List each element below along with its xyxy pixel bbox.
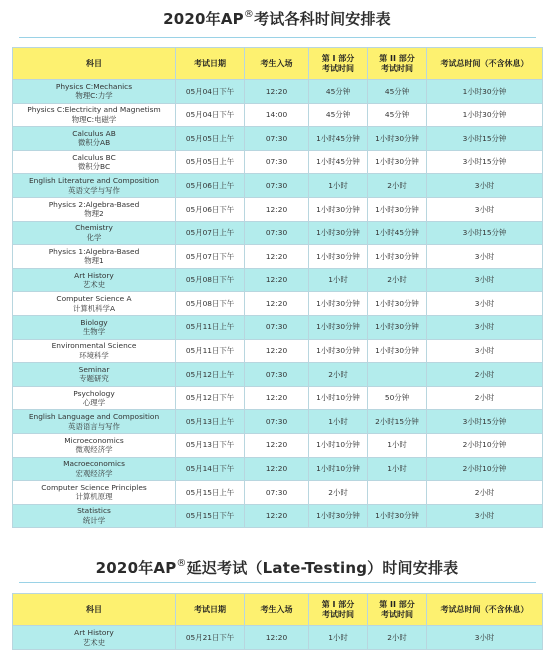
exam-date-cell: 05月12日上午 — [176, 363, 245, 387]
exam-date-cell: 05月04日下午 — [176, 80, 245, 104]
column-header — [368, 48, 427, 80]
subject-cell — [13, 339, 176, 363]
total-duration-cell: 2小时 — [427, 481, 543, 505]
subject-chinese: 微观经济学 — [75, 445, 113, 455]
exam-date-cell: 05月11日下午 — [176, 339, 245, 363]
part1-duration-cell: 1小时10分钟 — [309, 457, 368, 481]
header-line: 考生入场 — [260, 604, 293, 614]
part2-duration-cell: 1小时30分钟 — [368, 197, 427, 221]
subject-cell — [13, 268, 176, 292]
check-in-time-cell: 07:30 — [245, 127, 309, 151]
main-title — [0, 8, 554, 29]
subject-english: Environmental Science — [51, 341, 137, 351]
exam-date-cell: 05月06日下午 — [176, 197, 245, 221]
subject-chinese: 微积分AB — [77, 138, 111, 148]
subject-cell — [13, 174, 176, 198]
subject-cell — [13, 410, 176, 434]
subject-cell — [13, 245, 176, 269]
subject-english: Chemistry — [75, 223, 113, 233]
header-line: 考试时间 — [322, 63, 354, 73]
part1-duration-cell: 1小时 — [309, 626, 368, 650]
total-duration-cell: 3小时 — [427, 268, 543, 292]
column-header — [176, 594, 245, 626]
registered-mark: ® — [243, 9, 255, 20]
total-duration-cell: 3小时 — [427, 339, 543, 363]
exam-date-cell: 05月08日下午 — [176, 292, 245, 316]
subject-english: English Literature and Composition — [29, 176, 159, 186]
part1-duration-cell: 1小时 — [309, 410, 368, 434]
table-row — [13, 433, 543, 457]
part2-duration-cell: 1小时30分钟 — [368, 339, 427, 363]
part1-duration-cell: 1小时 — [309, 268, 368, 292]
total-duration-cell: 1小时30分钟 — [427, 103, 543, 127]
subject-english: Calculus AB — [72, 128, 116, 138]
exam-date-cell: 05月14日下午 — [176, 457, 245, 481]
subject-cell — [13, 80, 176, 104]
subject-chinese: 环境科学 — [79, 350, 109, 360]
late-testing-table — [12, 593, 543, 650]
subject-cell — [13, 221, 176, 245]
column-header — [13, 48, 176, 80]
total-duration-cell: 3小时 — [427, 626, 543, 650]
part1-duration-cell: 1小时30分钟 — [309, 339, 368, 363]
subject-chinese: 宏观经济学 — [75, 468, 113, 478]
total-duration-cell: 1小时30分钟 — [427, 80, 543, 104]
check-in-time-cell: 12:20 — [245, 386, 309, 410]
check-in-time-cell: 12:20 — [245, 197, 309, 221]
subject-english: Statistics — [77, 506, 111, 516]
check-in-time-cell: 07:30 — [245, 315, 309, 339]
subject-chinese: 心理学 — [82, 398, 106, 408]
part1-duration-cell: 1小时30分钟 — [309, 315, 368, 339]
subject-english: Seminar — [78, 364, 110, 374]
check-in-time-cell: 12:20 — [245, 268, 309, 292]
subject-cell — [13, 433, 176, 457]
subject-english: Computer Science Principles — [41, 482, 147, 492]
part1-duration-cell: 1小时30分钟 — [309, 197, 368, 221]
part2-duration-cell: 1小时30分钟 — [368, 504, 427, 528]
total-duration-cell: 3小时 — [427, 292, 543, 316]
part2-duration-cell — [368, 481, 427, 505]
subject-chinese: 艺术史 — [82, 280, 106, 290]
check-in-time-cell: 07:30 — [245, 363, 309, 387]
subject-cell — [13, 197, 176, 221]
subject-chinese: 物理C:电磁学 — [71, 114, 117, 124]
subject-english: Physics 1:Algebra-Based — [48, 246, 140, 256]
exam-date-cell: 05月21日下午 — [176, 626, 245, 650]
part2-duration-cell: 1小时 — [368, 433, 427, 457]
check-in-time-cell: 12:20 — [245, 626, 309, 650]
subject-english: English Language and Composition — [28, 412, 160, 422]
exam-date-cell: 05月05日上午 — [176, 127, 245, 151]
header-line: 第 I 部分 — [321, 53, 355, 63]
table-row — [13, 481, 543, 505]
check-in-time-cell: 12:20 — [245, 245, 309, 269]
column-header — [309, 48, 368, 80]
subject-cell — [13, 292, 176, 316]
late-testing-title — [0, 557, 554, 578]
subject-english: Computer Science A — [56, 294, 132, 304]
subject-cell — [13, 504, 176, 528]
exam-date-cell: 05月08日下午 — [176, 268, 245, 292]
check-in-time-cell: 07:30 — [245, 481, 309, 505]
subject-english: Macroeconomics — [63, 459, 125, 469]
total-duration-cell: 3小时 — [427, 315, 543, 339]
part1-duration-cell: 45分钟 — [309, 103, 368, 127]
part1-duration-cell: 1小时45分钟 — [309, 127, 368, 151]
exam-date-cell: 05月15日上午 — [176, 481, 245, 505]
part1-duration-cell: 2小时 — [309, 481, 368, 505]
subject-cell — [13, 127, 176, 151]
column-header — [309, 594, 368, 626]
total-duration-cell: 2小时10分钟 — [427, 433, 543, 457]
total-duration-cell: 3小时15分钟 — [427, 127, 543, 151]
table-row — [13, 386, 543, 410]
part2-duration-cell: 1小时30分钟 — [368, 292, 427, 316]
main-title-suffix: 考试各科时间安排表 — [254, 10, 391, 28]
table-row — [13, 103, 543, 127]
check-in-time-cell: 12:20 — [245, 292, 309, 316]
late-title-divider — [19, 582, 536, 583]
table-row — [13, 127, 543, 151]
table-row — [13, 221, 543, 245]
subject-chinese: 英语语言与写作 — [68, 421, 120, 431]
subject-english: Psychology — [73, 388, 115, 398]
total-duration-cell: 2小时10分钟 — [427, 457, 543, 481]
table-row — [13, 292, 543, 316]
table-row — [13, 339, 543, 363]
total-duration-cell: 3小时15分钟 — [427, 410, 543, 434]
table-row — [13, 504, 543, 528]
subject-cell — [13, 363, 176, 387]
schedule-table — [12, 47, 543, 528]
total-duration-cell: 3小时 — [427, 197, 543, 221]
header-line: 考试时间 — [322, 609, 354, 619]
subject-cell — [13, 150, 176, 174]
late-title-suffix: 延迟考试（Late-Testing）时间安排表 — [186, 559, 459, 577]
subject-english: Physics C:Mechanics — [55, 81, 133, 91]
title-divider — [19, 37, 536, 38]
part2-duration-cell: 45分钟 — [368, 103, 427, 127]
total-duration-cell: 3小时 — [427, 504, 543, 528]
part2-duration-cell: 1小时45分钟 — [368, 221, 427, 245]
table-row — [13, 245, 543, 269]
subject-english: Physics C:Electricity and Magnetism — [27, 105, 161, 115]
subject-chinese: 微积分BC — [77, 162, 111, 172]
header-line: 第 I 部分 — [321, 599, 355, 609]
total-duration-cell: 2小时 — [427, 386, 543, 410]
subject-chinese: 物理1 — [84, 256, 104, 266]
header-line: 考试总时间（不含休息） — [440, 604, 529, 614]
subject-chinese: 计算机科学A — [72, 303, 115, 313]
exam-date-cell: 05月15日下午 — [176, 504, 245, 528]
check-in-time-cell: 12:20 — [245, 339, 309, 363]
check-in-time-cell: 07:30 — [245, 150, 309, 174]
column-header — [245, 594, 309, 626]
table-row — [13, 363, 543, 387]
header-line: 考试时间 — [381, 609, 413, 619]
late-title-prefix: 2020年AP — [95, 559, 177, 577]
subject-english: Art History — [74, 628, 114, 637]
subject-chinese: 艺术史 — [82, 637, 106, 647]
part1-duration-cell: 2小时 — [309, 363, 368, 387]
subject-chinese: 物理2 — [84, 209, 104, 219]
total-duration-cell: 3小时15分钟 — [427, 150, 543, 174]
column-header — [245, 48, 309, 80]
part2-duration-cell: 2小时 — [368, 268, 427, 292]
check-in-time-cell: 12:20 — [245, 457, 309, 481]
part1-duration-cell: 1小时30分钟 — [309, 292, 368, 316]
table-header-row — [13, 48, 543, 80]
table-header-row — [13, 594, 543, 626]
header-line: 科目 — [86, 604, 102, 614]
part2-duration-cell — [368, 363, 427, 387]
column-header — [13, 594, 176, 626]
subject-cell — [13, 315, 176, 339]
header-line: 考试总时间（不含休息） — [440, 58, 529, 68]
part2-duration-cell: 1小时 — [368, 457, 427, 481]
exam-date-cell: 05月07日下午 — [176, 245, 245, 269]
subject-cell — [13, 386, 176, 410]
subject-chinese: 统计学 — [82, 515, 106, 525]
exam-date-cell: 05月04日下午 — [176, 103, 245, 127]
subject-cell — [13, 481, 176, 505]
subject-cell — [13, 626, 176, 650]
exam-date-cell: 05月05日上午 — [176, 150, 245, 174]
column-header — [368, 594, 427, 626]
part2-duration-cell: 1小时30分钟 — [368, 150, 427, 174]
part2-duration-cell: 1小时30分钟 — [368, 315, 427, 339]
table-row — [13, 410, 543, 434]
part1-duration-cell: 1小时30分钟 — [309, 245, 368, 269]
check-in-time-cell: 12:20 — [245, 504, 309, 528]
exam-date-cell: 05月07日上午 — [176, 221, 245, 245]
part1-duration-cell: 1小时30分钟 — [309, 504, 368, 528]
header-line: 考试时间 — [381, 63, 413, 73]
header-line: 考试日期 — [194, 604, 226, 614]
header-line: 第 II 部分 — [379, 53, 415, 63]
part1-duration-cell: 45分钟 — [309, 80, 368, 104]
table-row — [13, 268, 543, 292]
column-header — [427, 594, 543, 626]
total-duration-cell: 3小时15分钟 — [427, 221, 543, 245]
table-row — [13, 626, 543, 650]
main-title-prefix: 2020年AP — [163, 10, 244, 28]
part1-duration-cell: 1小时30分钟 — [309, 221, 368, 245]
table-row — [13, 457, 543, 481]
part2-duration-cell: 45分钟 — [368, 80, 427, 104]
subject-chinese: 物理C:力学 — [75, 91, 113, 101]
subject-english: Physics 2:Algebra-Based — [48, 199, 140, 209]
subject-english: Calculus BC — [72, 152, 116, 162]
part2-duration-cell: 2小时 — [368, 174, 427, 198]
subject-chinese: 计算机原理 — [75, 492, 113, 502]
part1-duration-cell: 1小时45分钟 — [309, 150, 368, 174]
subject-english: Art History — [74, 270, 114, 280]
subject-chinese: 英语文学与写作 — [68, 185, 120, 195]
part2-duration-cell: 1小时30分钟 — [368, 245, 427, 269]
subject-cell — [13, 457, 176, 481]
subject-chinese: 生物学 — [82, 327, 106, 337]
exam-date-cell: 05月13日下午 — [176, 433, 245, 457]
table-row — [13, 80, 543, 104]
table-row — [13, 197, 543, 221]
table-row — [13, 150, 543, 174]
table-row — [13, 174, 543, 198]
part1-duration-cell: 1小时10分钟 — [309, 433, 368, 457]
subject-english: Biology — [80, 317, 108, 327]
part2-duration-cell: 50分钟 — [368, 386, 427, 410]
total-duration-cell: 3小时 — [427, 174, 543, 198]
exam-date-cell: 05月11日上午 — [176, 315, 245, 339]
subject-cell — [13, 103, 176, 127]
part1-duration-cell: 1小时 — [309, 174, 368, 198]
part2-duration-cell: 2小时15分钟 — [368, 410, 427, 434]
header-line: 考生入场 — [260, 58, 293, 68]
part2-duration-cell: 2小时 — [368, 626, 427, 650]
header-line: 科目 — [86, 58, 102, 68]
part1-duration-cell: 1小时10分钟 — [309, 386, 368, 410]
check-in-time-cell: 07:30 — [245, 174, 309, 198]
registered-mark: ® — [176, 558, 187, 569]
table-row — [13, 315, 543, 339]
check-in-time-cell: 07:30 — [245, 221, 309, 245]
check-in-time-cell: 12:20 — [245, 433, 309, 457]
check-in-time-cell: 14:00 — [245, 103, 309, 127]
check-in-time-cell: 07:30 — [245, 410, 309, 434]
subject-chinese: 化学 — [86, 232, 102, 242]
check-in-time-cell: 12:20 — [245, 80, 309, 104]
exam-date-cell: 05月12日下午 — [176, 386, 245, 410]
column-header — [176, 48, 245, 80]
subject-chinese: 专题研究 — [79, 374, 109, 384]
header-line: 考试日期 — [194, 58, 226, 68]
subject-english: Microeconomics — [64, 435, 124, 445]
exam-date-cell: 05月13日上午 — [176, 410, 245, 434]
total-duration-cell: 3小时 — [427, 245, 543, 269]
total-duration-cell: 2小时 — [427, 363, 543, 387]
exam-date-cell: 05月06日上午 — [176, 174, 245, 198]
part2-duration-cell: 1小时30分钟 — [368, 127, 427, 151]
column-header — [427, 48, 543, 80]
header-line: 第 II 部分 — [379, 599, 415, 609]
